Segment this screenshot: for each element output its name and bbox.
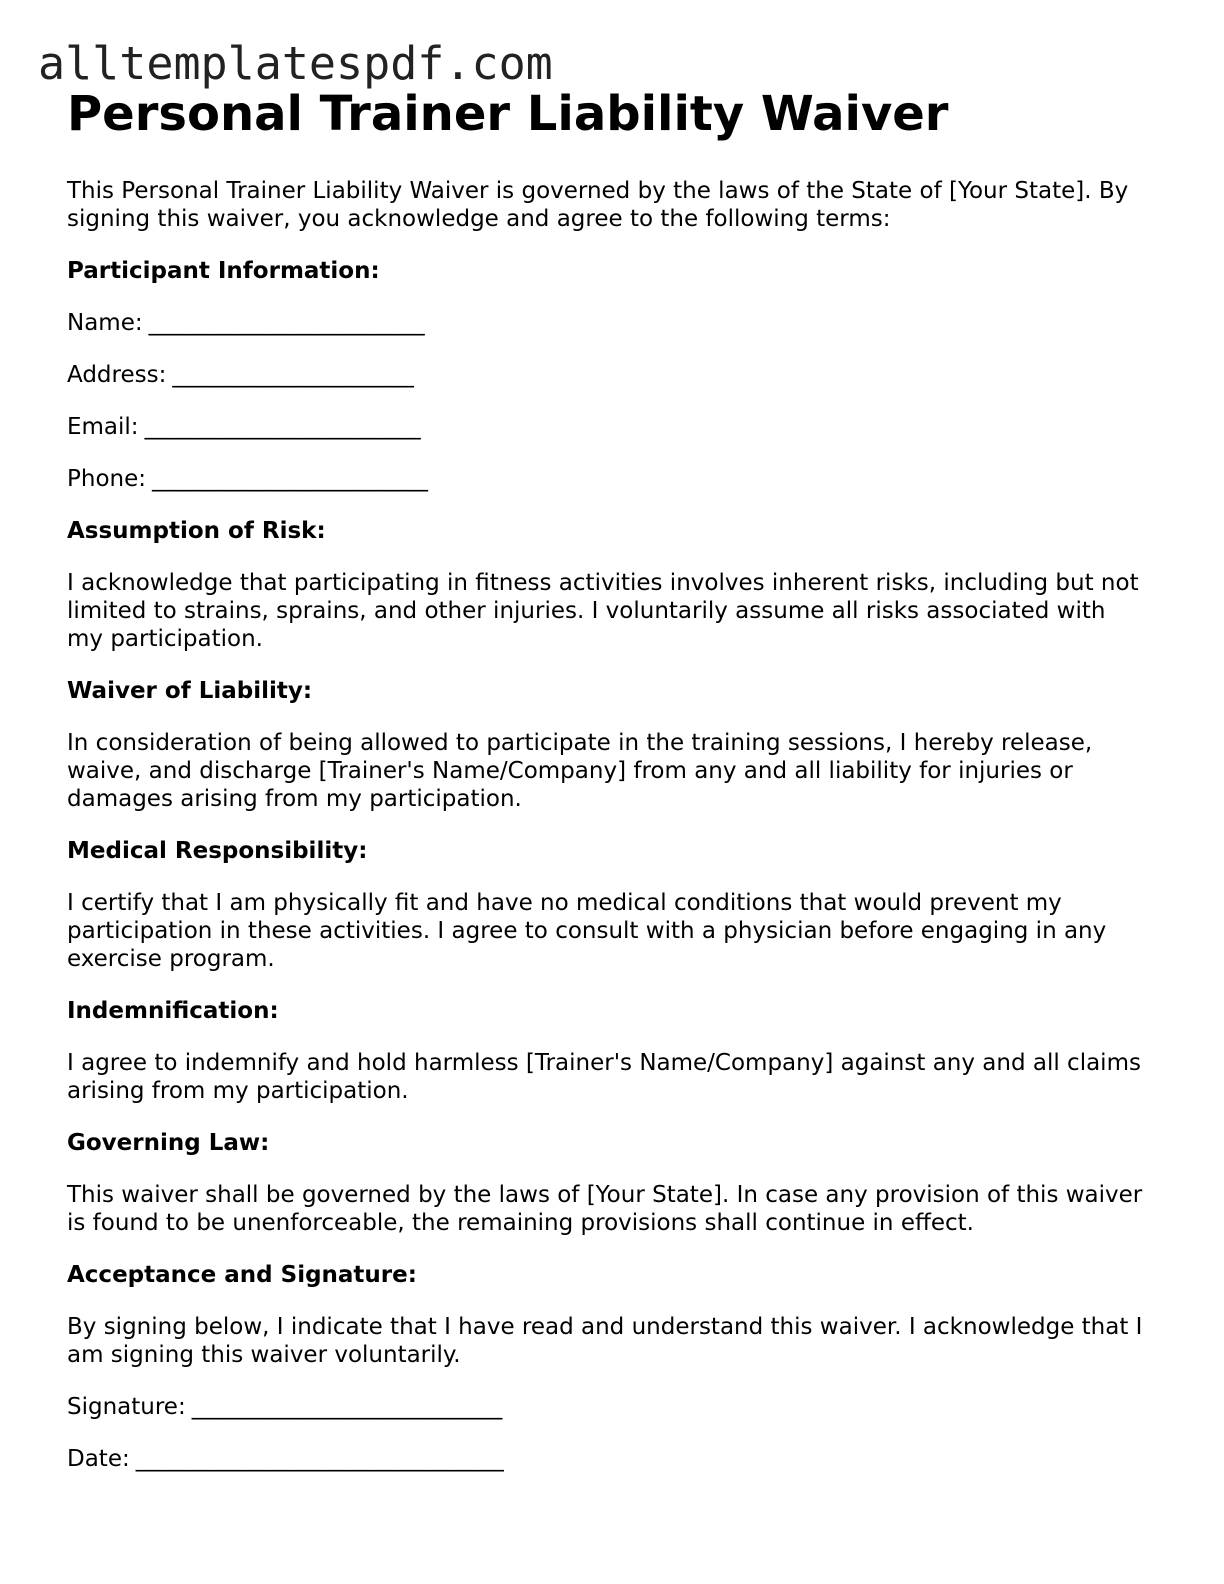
address-label: Address: <box>67 362 167 388</box>
signature-label: Signature: <box>67 1394 186 1420</box>
name-label: Name: <box>67 310 143 336</box>
email-blank[interactable]: ________________________ <box>144 414 421 440</box>
date-label: Date: <box>67 1446 130 1472</box>
waiver-of-liability-heading: Waiver of Liability: <box>67 678 313 704</box>
participant-info-heading: Participant Information: <box>67 258 380 284</box>
phone-field <box>67 465 1147 493</box>
document-title: Personal Trainer Liability Waiver <box>67 86 949 142</box>
address-field <box>67 361 1147 389</box>
indemnification-heading: Indemnification: <box>67 998 279 1024</box>
date-field <box>67 1445 1147 1473</box>
name-field <box>67 309 1147 337</box>
governing-law-heading: Governing Law: <box>67 1130 270 1156</box>
medical-responsibility-body: I certify that I am physically fit and have no medical conditions that would prevent my participation in these activities. I agree to consult with a physician before engaging in any exercise program. <box>67 890 1107 972</box>
governing-law-body: This waiver shall be governed by the laws of [Your State]. In case any provision of this waiver is found to be unenforceable, the remaining provisions shall continue in effect. <box>67 1182 1143 1236</box>
assumption-of-risk-heading: Assumption of Risk: <box>67 518 326 544</box>
date-blank[interactable]: ________________________________ <box>135 1446 504 1472</box>
acceptance-signature-heading: Acceptance and Signature: <box>67 1262 417 1288</box>
email-label: Email: <box>67 414 139 440</box>
signature-blank[interactable]: ___________________________ <box>191 1394 503 1420</box>
name-blank[interactable]: ________________________ <box>148 310 425 336</box>
signature-field <box>67 1393 1147 1421</box>
phone-blank[interactable]: ________________________ <box>152 466 428 492</box>
indemnification-body: I agree to indemnify and hold harmless [Trainer's Name/Company] against any and all claims arising from my participation. <box>67 1050 1141 1104</box>
watermark: alltemplatespdf.com <box>38 37 553 90</box>
waiver-of-liability-body: In consideration of being allowed to participate in the training sessions, I hereby release, waive, and discharge [Trainer's Name/Company] from any and all liability for injuries or damages arising from my participation. <box>67 730 1093 812</box>
document-page <box>67 84 1147 1497</box>
address-blank[interactable]: _____________________ <box>172 362 414 388</box>
intro-paragraph: This Personal Trainer Liability Waiver is governed by the laws of the State of [Your State]. By signing this waiver, you acknowledge and agree to the following terms: <box>67 178 1129 232</box>
email-field <box>67 413 1147 441</box>
assumption-of-risk-body: I acknowledge that participating in fitness activities involves inherent risks, including but not limited to strains, sprains, and other injuries. I voluntarily assume all risks associated with my participation. <box>67 570 1139 652</box>
phone-label: Phone: <box>67 466 146 492</box>
medical-responsibility-heading: Medical Responsibility: <box>67 838 368 864</box>
acceptance-signature-body: By signing below, I indicate that I have read and understand this waiver. I acknowledge that I am signing this waiver voluntarily. <box>67 1314 1143 1368</box>
